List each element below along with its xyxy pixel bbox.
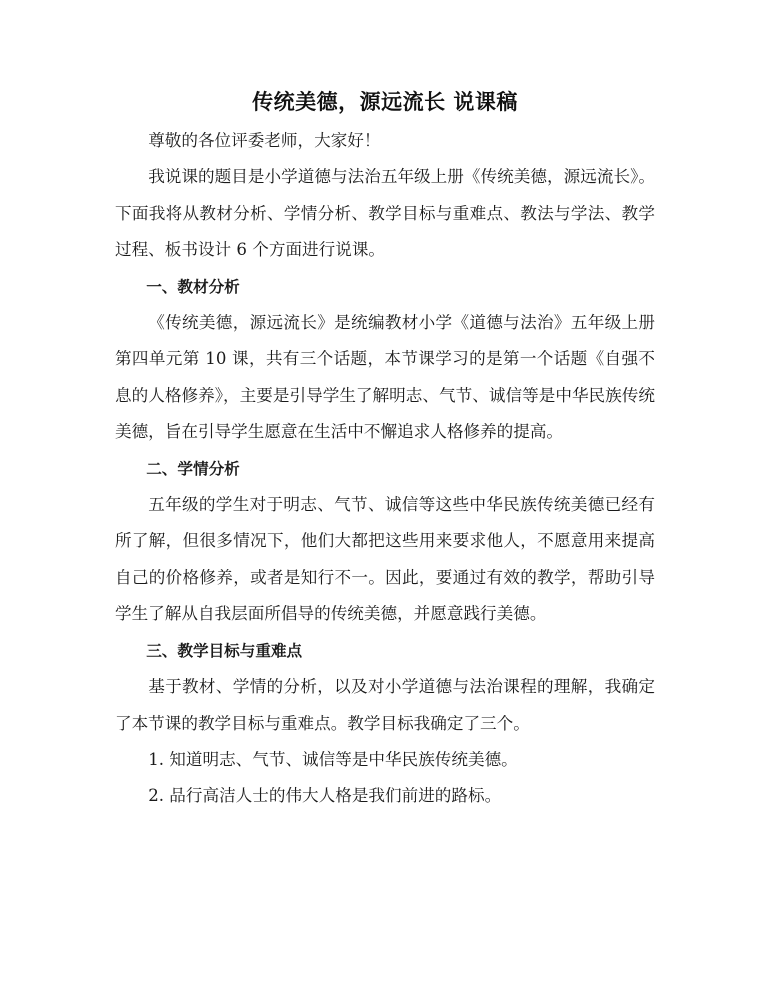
document-title: 传统美德，源远流长 说课稿 [252, 90, 518, 114]
paragraph-greeting: 尊敬的各位评委老师，大家好！ [148, 131, 381, 150]
document-body [115, 123, 655, 815]
paragraph-intro: 我说课的题目是小学道德与法治五年级上册《传统美德，源远流长》。下面我将从教材分析、学情分析、教学目标与重难点、教法与学法、教学过程、板书设计 6 个方面进行说课。 [115, 167, 655, 260]
section-heading-teaching-goals: 三、教学目标与重难点 [146, 641, 303, 660]
paragraph-student-analysis: 五年级的学生对于明志、气节、诚信等这些中华民族传统美德已经有所了解，但很多情况下，他们大都把这些用来要求他人，不愿意用来提高自己的价格修养，或者是知行不一。因此，要通过有效的教学，帮助引导学生了解从自我层面所倡导的传统美德，并愿意践行美德。 [115, 495, 655, 624]
paragraph-textbook-analysis: 《传统美德，源远流长》是统编教材小学《道德与法治》五年级上册第四单元第 10 课，共有三个话题，本节课学习的是第一个话题《自强不息的人格修养》，主要是引导学生了解明志、气节、诚信等是中华民族传统美德，旨在引导学生愿意在生活中不懈追求人格修养的提高。 [115, 313, 655, 442]
paragraph-teaching-goals: 基于教材、学情的分析，以及对小学道德与法治课程的理解，我确定了本节课的教学目标与重难点。教学目标我确定了三个。 [115, 677, 655, 733]
list-item-goal-1: 1. 知道明志、气节、诚信等是中华民族传统美德。 [148, 749, 518, 769]
list-item-goal-2: 2. 品行高洁人士的伟大人格是我们前进的路标。 [148, 786, 502, 806]
section-heading-textbook-analysis: 一、教材分析 [146, 277, 240, 296]
section-heading-student-analysis: 二、学情分析 [146, 459, 240, 478]
